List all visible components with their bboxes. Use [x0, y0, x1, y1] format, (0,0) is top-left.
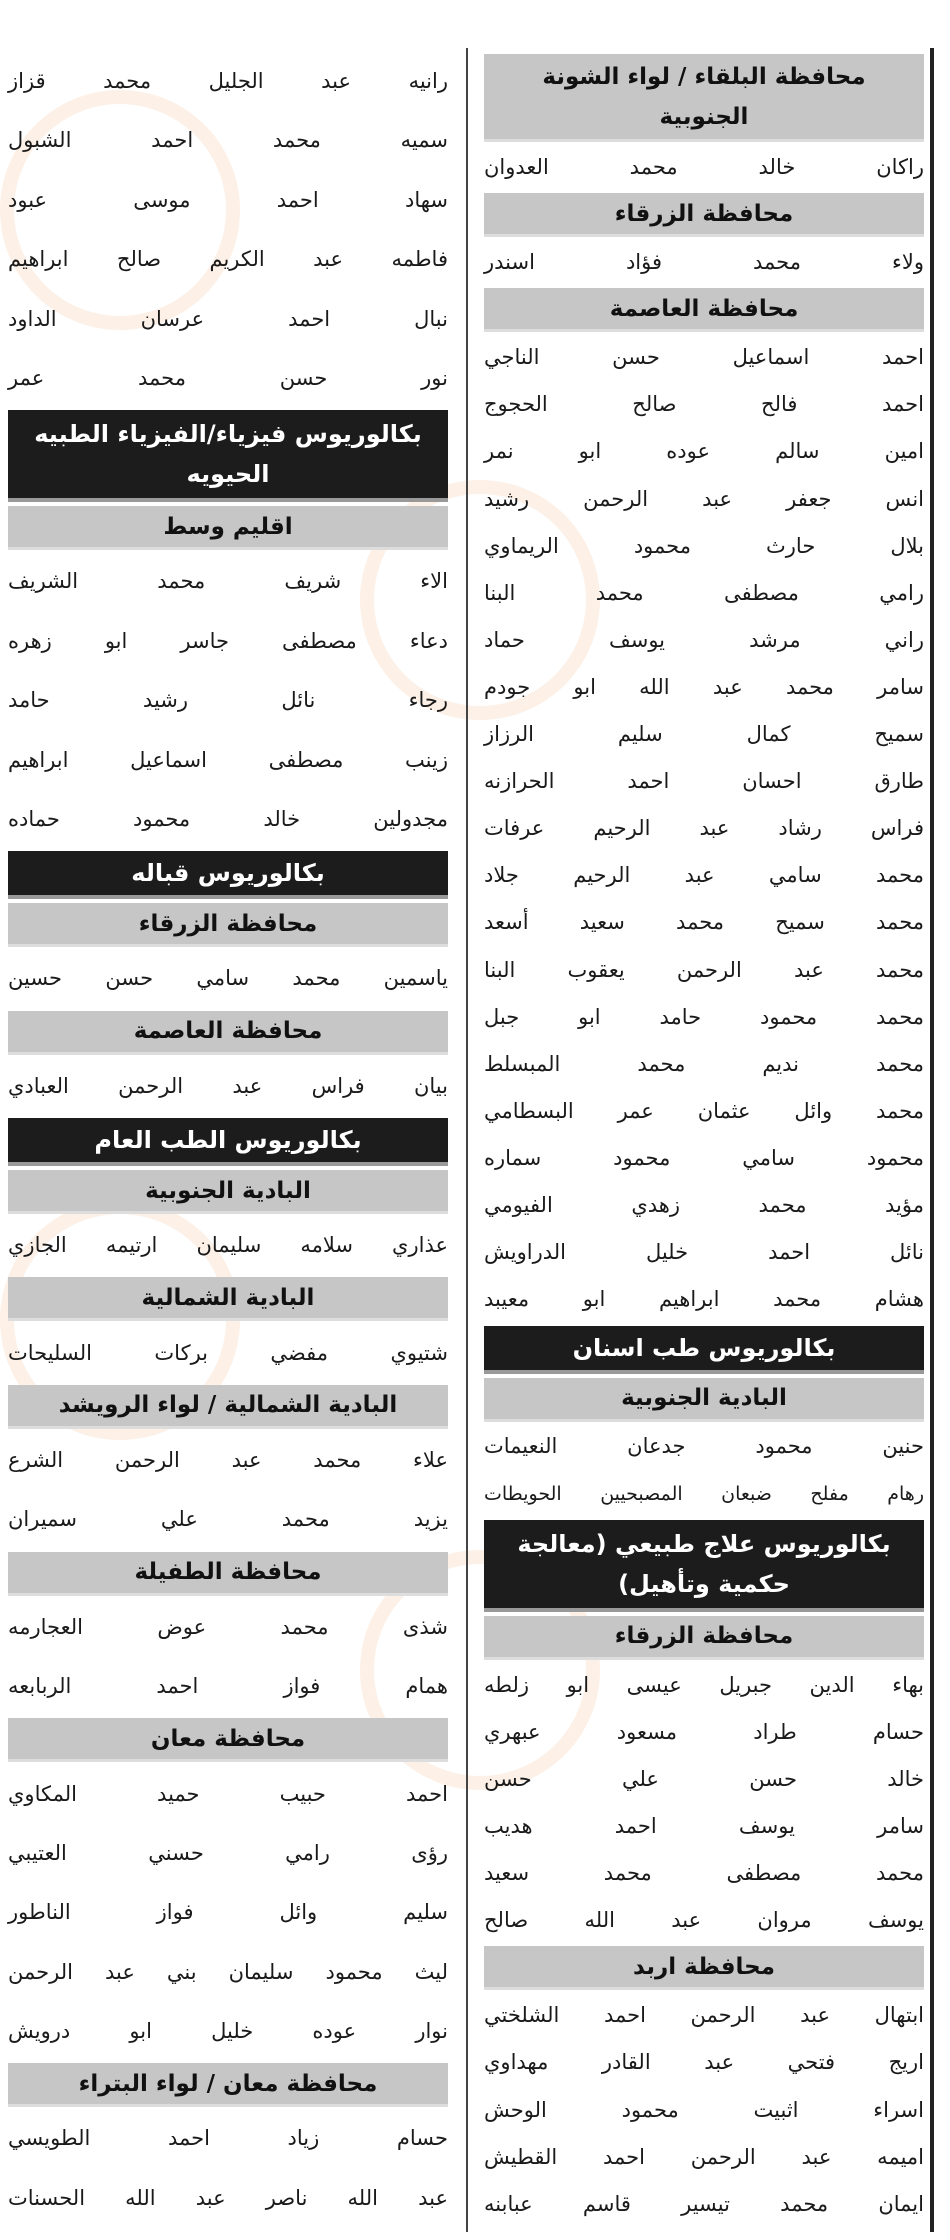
region-heading: البادية الجنوبية [484, 1378, 924, 1422]
name-text: محمد مصطفى محمد سعيد [484, 1861, 924, 1886]
list-item-name [484, 805, 924, 852]
list-item-name [484, 1276, 924, 1323]
list-item-name [484, 1182, 924, 1229]
list-item-name [8, 2169, 448, 2228]
name-text: محمود سامي محمود سماره [484, 1146, 924, 1171]
list-item-name [484, 900, 924, 947]
name-text: احمد حبيب حميد المكاوي [8, 1781, 448, 1806]
region-heading: البادية الجنوبية [8, 1170, 448, 1214]
region-heading: محافظة الطفيلة [8, 1552, 448, 1596]
list-item-name [8, 1057, 448, 1116]
name-text: اميمه عبد الرحمن احمد القطيش [484, 2144, 924, 2169]
name-text: نوار عوده خليل ابو درويش [8, 2019, 448, 2044]
name-text: ياسمين محمد سامي حسن حسين [8, 966, 448, 991]
region-heading: البادية الشمالية [8, 1277, 448, 1321]
list-item-name [8, 290, 448, 349]
region-heading: محافظة العاصمة [8, 1011, 448, 1055]
list-item-name [484, 1709, 924, 1756]
region-heading: محافظة معان / لواء البتراء [8, 2063, 448, 2107]
list-item-name [484, 1662, 924, 1709]
name-text: سليم وائل فواز الناطور [8, 1900, 448, 1925]
name-text: محمد نديم محمد المبسلط [484, 1051, 924, 1076]
name-text: ليث محمود سليمان بني عبد الرحمن [8, 1959, 448, 1984]
list-item-name [8, 349, 448, 408]
list-item-name [8, 790, 448, 849]
degree-heading: بكالوريوس قباله [8, 851, 448, 899]
list-item-name [484, 381, 924, 428]
name-text: مؤيد محمد زهدي الفيومي [484, 1193, 924, 1218]
list-item-name [484, 711, 924, 758]
list-item-name [484, 2181, 924, 2228]
list-item-name [8, 52, 448, 111]
name-text: راكان خالد محمد العدوان [484, 154, 924, 179]
name-text: اسراء اثبيت محمود الوحش [484, 2097, 924, 2122]
list-item-name [484, 1088, 924, 1135]
list-item-name [8, 1824, 448, 1883]
region-heading: محافظة اربد [484, 1946, 924, 1990]
region-heading: محافظة الزرقاء [8, 903, 448, 947]
name-text: عذاري سلامه سليمان ارتيمه الجازي [8, 1233, 448, 1258]
list-item-name [8, 1943, 448, 2002]
name-text: رجاء نائل رشيد حامد [8, 688, 448, 713]
name-text: عبد الله ناصر عبد الله الحسنات [8, 2185, 448, 2210]
degree-heading: بكالوريوس الطب العام [8, 1118, 448, 1166]
name-text: انس جعفر عبد الرحمن رشيد [484, 486, 924, 511]
name-text: زينب مصطفى اسماعيل ابراهيم [8, 747, 448, 772]
name-text: حسام زياد احمد الطويسي [8, 2126, 448, 2151]
list-item-name [8, 111, 448, 170]
name-text: احمد فالح صالح الحجوج [484, 392, 924, 417]
degree-heading: بكالوريوس طب اسنان [484, 1326, 924, 1374]
name-text: بلال حارث محمود الريماوي [484, 533, 924, 558]
list-item-name [484, 1756, 924, 1803]
name-text: راني مرشد يوسف حماد [484, 627, 924, 652]
name-text: محمد محمود حامد ابو جبل [484, 1004, 924, 1029]
column-left [8, 52, 448, 2228]
name-text: محمد وائل عثمان عمر البسطامي [484, 1098, 924, 1123]
list-item-name [484, 1803, 924, 1850]
list-item-name [484, 994, 924, 1041]
list-item-name [8, 949, 448, 1008]
name-text: فراس رشاد عبد الرحيم عرفات [484, 816, 924, 841]
column-rule-middle [466, 48, 468, 2232]
name-text: بهاء الدين جبريل عيسى ابو زلطه [484, 1672, 924, 1697]
name-text: رؤى رامي حسني العتيبي [8, 1840, 448, 1865]
name-text: ولاء محمد فؤاد اسندر [484, 250, 924, 275]
name-text: سميه محمد احمد الشبول [8, 128, 448, 153]
name-text: سميح كمال سليم الرزاز [484, 722, 924, 747]
region-heading: اقليم وسط [8, 506, 448, 550]
list-item-name [8, 230, 448, 289]
list-item-name [8, 612, 448, 671]
list-item-name [484, 1992, 924, 2039]
region-heading: محافظة الزرقاء [484, 1616, 924, 1660]
list-item-name [8, 1883, 448, 1942]
region-heading: محافظة البلقاء / لواء الشونة الجنوبية [484, 54, 924, 142]
list-item-name [8, 1323, 448, 1382]
name-text: شتيوي مفضي بركات السليحات [8, 1340, 448, 1365]
degree-heading: بكالوريوس علاج طبيعي (معالجة حكمية وتأهيل) [484, 1520, 924, 1612]
list-item-name [8, 731, 448, 790]
list-item-name [8, 171, 448, 230]
name-text: محمد سميح محمد سعيد أسعد [484, 910, 924, 935]
list-item-name [8, 671, 448, 730]
list-item-name [8, 1598, 448, 1657]
name-text: نبال احمد عرسان الداود [8, 306, 448, 331]
name-text: طارق احسان احمد الحرازنه [484, 769, 924, 794]
column-right [484, 52, 924, 2228]
name-text: ابتهال عبد الرحمن احمد الشلختي [484, 2003, 924, 2028]
name-text: يزيد محمد علي سميران [8, 1507, 448, 1532]
name-text: الاء شريف محمد الشريف [8, 569, 448, 594]
list-item-name [8, 1657, 448, 1716]
list-item-name [8, 1431, 448, 1490]
list-item-name [484, 523, 924, 570]
list-item-name [484, 617, 924, 664]
region-heading: البادية الشمالية / لواء الرويشد [8, 1385, 448, 1429]
list-item-name [484, 239, 924, 286]
list-item-name [8, 1216, 448, 1275]
region-heading: محافظة معان [8, 1718, 448, 1762]
name-text: سهاد احمد موسى عبود [8, 187, 448, 212]
list-item-name [484, 1041, 924, 1088]
name-text: دعاء مصطفى جاسر ابو زهره [8, 628, 448, 653]
name-text: رهام مفلح ضبعان المصبحيين الحويطات [484, 1482, 924, 1505]
name-text: رامي مصطفى محمد البنا [484, 580, 924, 605]
name-text: مجدولين خالد محمود حماده [8, 807, 448, 831]
list-item-name [484, 476, 924, 523]
name-text: حسام طراد مسعود عبهري [484, 1719, 924, 1744]
name-text: همام فواز احمد الربابعه [8, 1674, 448, 1699]
name-text: نائل احمد خليل الدراويش [484, 1240, 924, 1265]
name-text: اريج فتحي عبد القادر مهداوي [484, 2050, 924, 2075]
degree-heading: بكالوريوس فيزياء/الفيزياء الطبيه الحيويه [8, 410, 448, 502]
name-text: شذى محمد عوض العجارمه [8, 1614, 448, 1639]
list-item-name [484, 334, 924, 381]
name-text: ايمان محمد تيسير قاسم عبابنه [484, 2191, 924, 2216]
name-text: سامر يوسف احمد هديب [484, 1814, 924, 1839]
name-text: سامر محمد عبد الله ابو جودم [484, 674, 924, 699]
list-item-name [484, 2040, 924, 2087]
name-text: خالد حسن علي حسن [484, 1766, 924, 1791]
column-rule-right [930, 48, 934, 2232]
list-item-name [8, 2002, 448, 2061]
list-item-name [484, 1897, 924, 1944]
name-text: هشام محمد ابراهيم ابو معيبد [484, 1287, 924, 1312]
list-item-name [484, 428, 924, 475]
name-text: محمد عبد الرحمن يعقوب البنا [484, 957, 924, 982]
list-item-name [484, 1850, 924, 1897]
list-item-name [8, 2109, 448, 2168]
region-heading: محافظة العاصمة [484, 288, 924, 332]
list-item-name [484, 947, 924, 994]
list-item-name [484, 664, 924, 711]
name-text: نور حسن محمد عمر [8, 366, 448, 391]
list-item-name [8, 1490, 448, 1549]
list-item-name [484, 1424, 924, 1471]
list-item-name [484, 144, 924, 191]
region-heading: محافظة الزرقاء [484, 193, 924, 237]
list-item-name [8, 552, 448, 611]
name-text: رانيه عبد الجليل محمد قزاز [8, 69, 448, 94]
list-item-name [484, 2087, 924, 2134]
list-item-name [484, 1135, 924, 1182]
name-text: يوسف مروان عبد الله صالح [484, 1908, 924, 1933]
name-text: علاء محمد عبد الرحمن الشرع [8, 1447, 448, 1472]
name-text: فاطمه عبد الكريم صالح ابراهيم [8, 247, 448, 272]
list-item-name [484, 2134, 924, 2181]
name-text: امين سالم عوده ابو نمر [484, 439, 924, 464]
name-text: بيان فراس عبد الرحمن العبادي [8, 1073, 448, 1098]
list-item-name [484, 1229, 924, 1276]
list-item-name [484, 758, 924, 805]
name-text: حنين محمود جدعان النعيمات [484, 1434, 924, 1459]
list-item-name [484, 852, 924, 899]
name-text: احمد اسماعيل حسن الناجي [484, 345, 924, 370]
name-text: محمد سامي عبد الرحيم جلاد [484, 863, 924, 888]
list-item-name [484, 1471, 924, 1518]
list-item-name [484, 570, 924, 617]
list-item-name [8, 1764, 448, 1823]
